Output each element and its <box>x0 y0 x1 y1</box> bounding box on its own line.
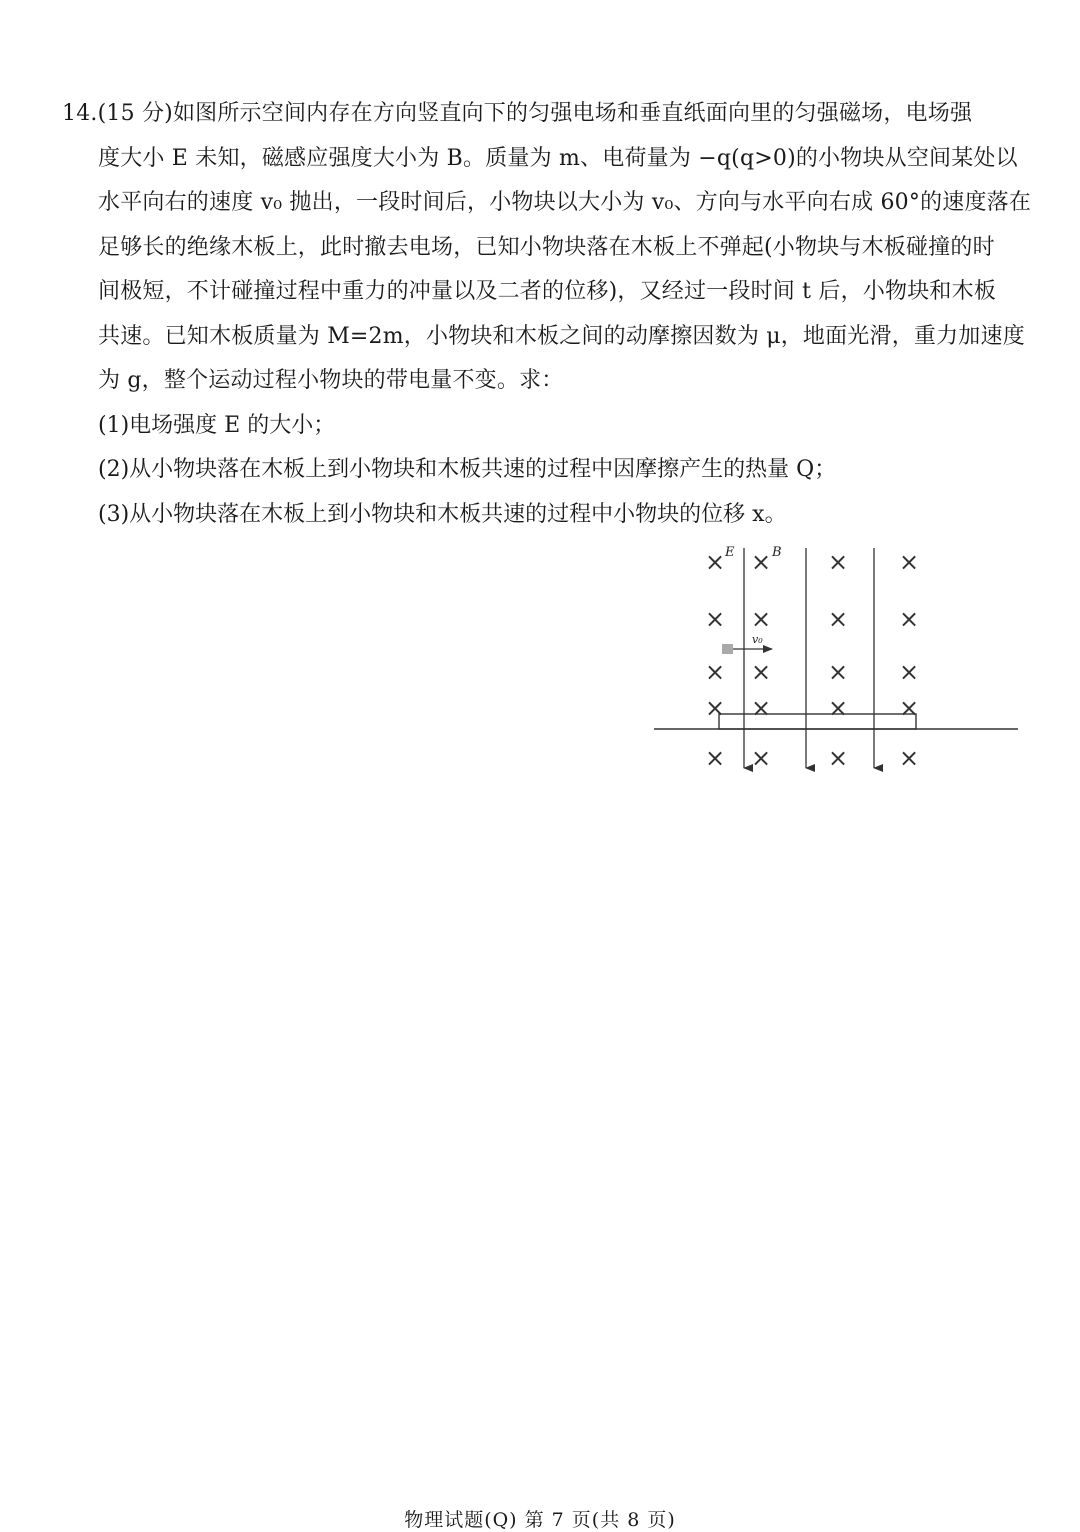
cross-mark: × <box>750 548 772 576</box>
cross-mark: × <box>827 744 849 772</box>
cross-mark: × <box>898 658 920 686</box>
cross-mark: × <box>898 605 920 633</box>
problem-line-2: 度大小 E 未知，磁感应强度大小为 B。质量为 m、电荷量为 −q(q>0)的小物块从空间某处以 <box>98 145 1018 171</box>
magnetic-field-crosses <box>705 548 919 772</box>
cross-mark: × <box>827 605 849 633</box>
problem-line-6: 共速。已知木板质量为 M=2m，小物块和木板之间的动摩擦因数为 μ，地面光滑，重力加速度 <box>98 323 1025 349</box>
problem-line-1: 14.(15 分)如图所示空间内存在方向竖直向下的匀强电场和垂直纸面向里的匀强磁场，电场强 <box>62 101 973 126</box>
cross-mark: × <box>898 744 920 772</box>
cross-mark: × <box>827 548 849 576</box>
question-1: (1)电场强度 E 的大小； <box>98 412 336 438</box>
label-B: B <box>772 545 782 560</box>
question-2: (2)从小物块落在木板上到小物块和木板共速的过程中因摩擦产生的热量 Q； <box>98 457 837 482</box>
field-diagram <box>650 540 1022 776</box>
cross-mark: × <box>827 694 849 722</box>
label-E: E <box>725 545 735 560</box>
problem-line-5: 间极短，不计碰撞过程中重力的冲量以及二者的位移)，又经过一段时间 t 后，小物块和木板 <box>98 279 997 304</box>
question-3: (3)从小物块落在木板上到小物块和木板共速的过程中小物块的位移 x。 <box>98 501 787 527</box>
label-v0: v₀ <box>752 633 763 646</box>
cross-mark: × <box>750 744 772 772</box>
cross-mark: × <box>704 694 726 722</box>
problem-line-3: 水平向右的速度 v₀ 抛出，一段时间后，小物块以大小为 v₀、方向与水平向右成 60°的速度落在 <box>98 190 1032 215</box>
problem-14 <box>62 92 1032 537</box>
cross-mark: × <box>898 694 920 722</box>
cross-mark: × <box>750 658 772 686</box>
cross-mark: × <box>704 548 726 576</box>
page-footer: 物理试题(Q) 第 7 页(共 8 页) <box>404 1509 676 1531</box>
problem-line-7: 为 g，整个运动过程小物块的带电量不变。求： <box>98 368 564 393</box>
cross-mark: × <box>704 658 726 686</box>
cross-mark: × <box>750 694 772 722</box>
cross-mark: × <box>827 658 849 686</box>
cross-mark: × <box>704 744 726 772</box>
wooden-board <box>719 714 916 729</box>
problem-line-4: 足够长的绝缘木板上，此时撤去电场，已知小物块落在木板上不弹起(小物块与木板碰撞的时 <box>98 234 995 260</box>
cross-mark: × <box>898 548 920 576</box>
cross-mark: × <box>750 605 772 633</box>
cross-mark: × <box>704 605 726 633</box>
small-block <box>722 644 733 654</box>
